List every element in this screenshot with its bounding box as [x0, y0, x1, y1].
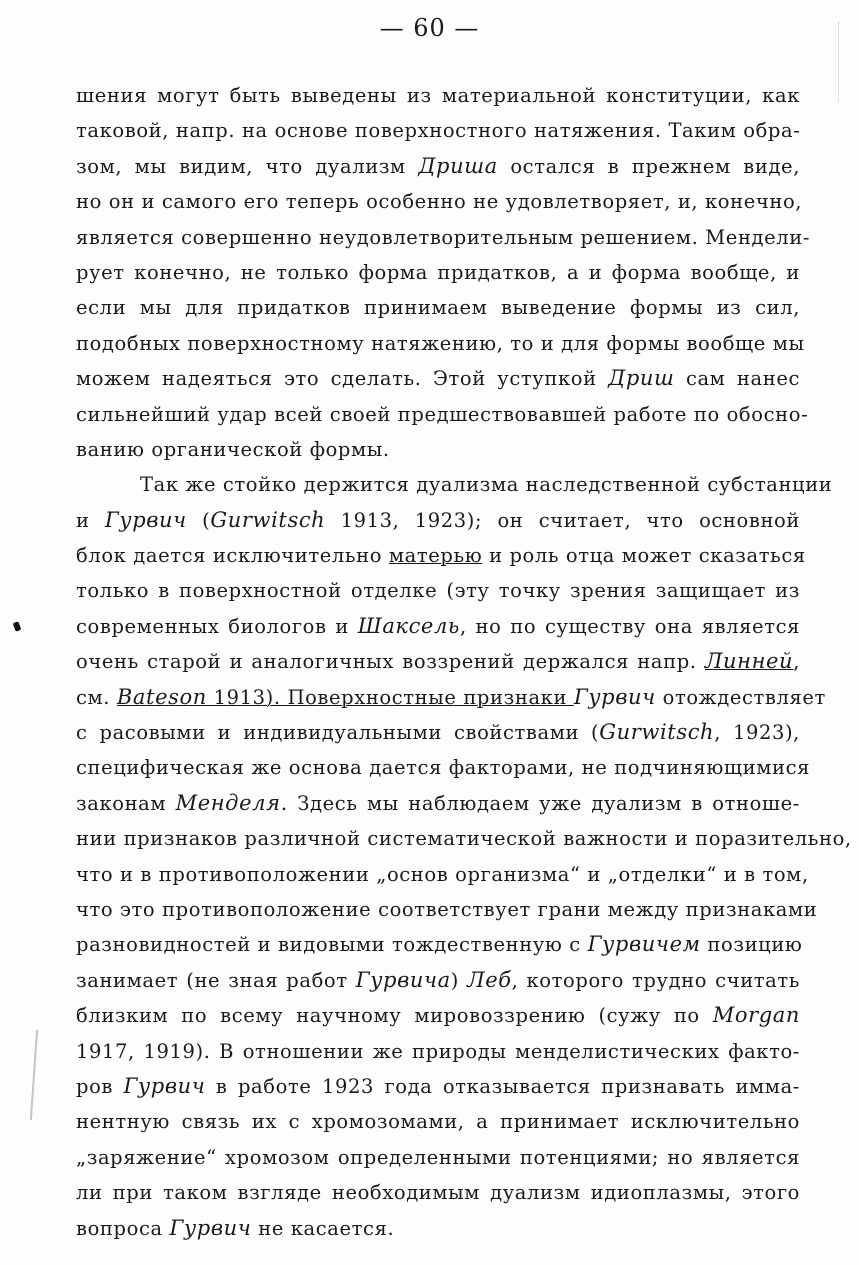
text-run: разновидностей и видовыми тождественную с: [76, 933, 588, 957]
text-run: близким по всему научному мировоззрению (сужу по: [76, 1004, 713, 1028]
text-line: [76, 149, 800, 184]
text-line: ли при таком взгляде необходимым дуализм идиоплазмы, этого: [76, 1181, 800, 1205]
text-line: [76, 963, 800, 998]
text-run: занимает (не зная работ: [76, 968, 356, 992]
name-italic: Шаксель: [357, 613, 460, 638]
name-italic: Gurwitsch: [210, 507, 326, 532]
text-run: и: [76, 508, 105, 532]
body-text: [76, 78, 852, 1246]
text-line: Так же стойко держится дуализма наследственной субстанции: [140, 473, 833, 497]
name-italic: Гурвич: [104, 507, 187, 532]
name-italic: Гурвича: [355, 967, 451, 992]
text-run: сам нанес: [674, 367, 800, 391]
name-italic: Gurwitsch: [599, 720, 715, 745]
text-line: [76, 715, 800, 750]
text-line: [76, 609, 800, 644]
text-run: , которого трудно считать: [511, 968, 801, 992]
text-line: нии признаков различной систематической важности и поразительно,: [76, 827, 852, 851]
name-italic: Дриша: [418, 153, 498, 178]
text-run: ,: [793, 650, 800, 674]
text-run: современных биологов и: [76, 614, 358, 638]
page-number: — 60 —: [379, 14, 480, 42]
text-line: [76, 1211, 800, 1246]
text-run: 1913, 1923); он считает, что основной: [325, 508, 800, 532]
underlined-word: матерью: [388, 544, 483, 568]
text-run: законам: [76, 791, 176, 815]
text-line: шения могут быть выведены из материальной конституции, как: [76, 84, 800, 107]
text-run: с расовыми и индивидуальными свойствами (: [76, 721, 600, 745]
text-run: позицию: [700, 933, 803, 957]
name-italic: Леб: [467, 967, 512, 992]
text-line: 1917, 1919). В отношении же природы менделистических факто-: [76, 1039, 800, 1063]
text-line: если мы для придатков принимаем выведение формы из сил,: [76, 296, 800, 320]
text-line: что и в противоположении „основ организма“ и „отделки“ и в том,: [76, 862, 809, 886]
text-run: вопроса: [76, 1216, 170, 1240]
margin-pencil-stroke: [30, 1030, 38, 1120]
text-run: ров: [76, 1074, 124, 1098]
text-line: [76, 503, 800, 538]
name-italic: Гурвич: [169, 1215, 252, 1240]
text-line: [76, 361, 800, 396]
text-run: остался в прежнем виде,: [497, 154, 800, 178]
name-italic: Гурвич: [123, 1073, 206, 1098]
text-line: таковой, напр. на основе поверхностного натяжения. Таким обра-: [76, 119, 801, 143]
text-line: [76, 538, 806, 573]
text-line: что это противоположение соответствует грани между признаками: [76, 897, 818, 921]
text-run: Здесь мы наблюдаем уже дуализм в отноше-: [287, 791, 800, 815]
text-run: блок дается исключительно: [76, 544, 389, 568]
text-line: специфическая же основа дается факторами, не подчиняющимися: [76, 756, 811, 780]
text-line: „заряжение“ хромозом определенными потенциями; но является: [76, 1145, 800, 1169]
text-line: [76, 786, 800, 821]
text-run: отождествляет: [655, 685, 826, 709]
name-italic: Гурвичем: [587, 932, 701, 957]
paragraph-2: [76, 467, 852, 1246]
text-line: только в поверхностной отделке (эту точку зрения защищает из: [76, 579, 800, 603]
text-line: подобных поверхностному натяжению, то и для формы вообще мы: [76, 331, 805, 355]
text-run: 1913). Поверхностные признаки: [206, 685, 574, 709]
text-line: нентную связь их с хромозомами, а принимает исключительно: [76, 1110, 800, 1134]
text-line: [76, 927, 803, 962]
text-line: рует конечно, не только форма придатков, а и форма вообще, и: [76, 260, 800, 284]
name-italic: Bateson: [116, 684, 207, 709]
scan-edge-mark: [824, 22, 839, 102]
name-italic: Линней: [704, 649, 794, 674]
name-italic: Morgan: [712, 1003, 800, 1028]
text-run: очень старой и аналогичных воззрений держался напр.: [76, 650, 705, 674]
text-run: и роль отца может сказаться: [482, 544, 806, 568]
text-run: , но по существу она является: [459, 614, 801, 638]
text-line: ванию органической формы.: [76, 437, 390, 461]
text-line: [76, 1069, 800, 1104]
text-run: ): [450, 968, 468, 992]
text-line: [76, 644, 800, 679]
text-line: [76, 680, 826, 715]
text-run: см.: [76, 685, 117, 709]
paragraph-1: [76, 78, 811, 467]
text-line: сильнейший удар всей своей предшествовавшей работе по обосно-: [76, 402, 809, 426]
margin-ink-mark: [13, 621, 22, 632]
name-italic: Гурвич: [573, 684, 656, 709]
text-run: в работе 1923 года отказывается признавать имма-: [205, 1074, 800, 1098]
text-line: [76, 998, 800, 1033]
text-run: (: [186, 508, 211, 532]
text-run: не касается.: [251, 1216, 395, 1240]
text-run: можем надеяться это сделать. Этой уступкой: [76, 367, 609, 391]
text-line: является совершенно неудовлетворительным решением. Мендели-: [76, 225, 811, 249]
name-italic: Менделя.: [175, 790, 288, 815]
text-line: но он и самого его теперь особенно не удовлетворяет, и, конечно,: [76, 190, 803, 214]
name-italic: Дриш: [608, 366, 675, 391]
text-run: зом, мы видим, что дуализм: [76, 154, 419, 178]
text-run: , 1923),: [714, 721, 800, 745]
